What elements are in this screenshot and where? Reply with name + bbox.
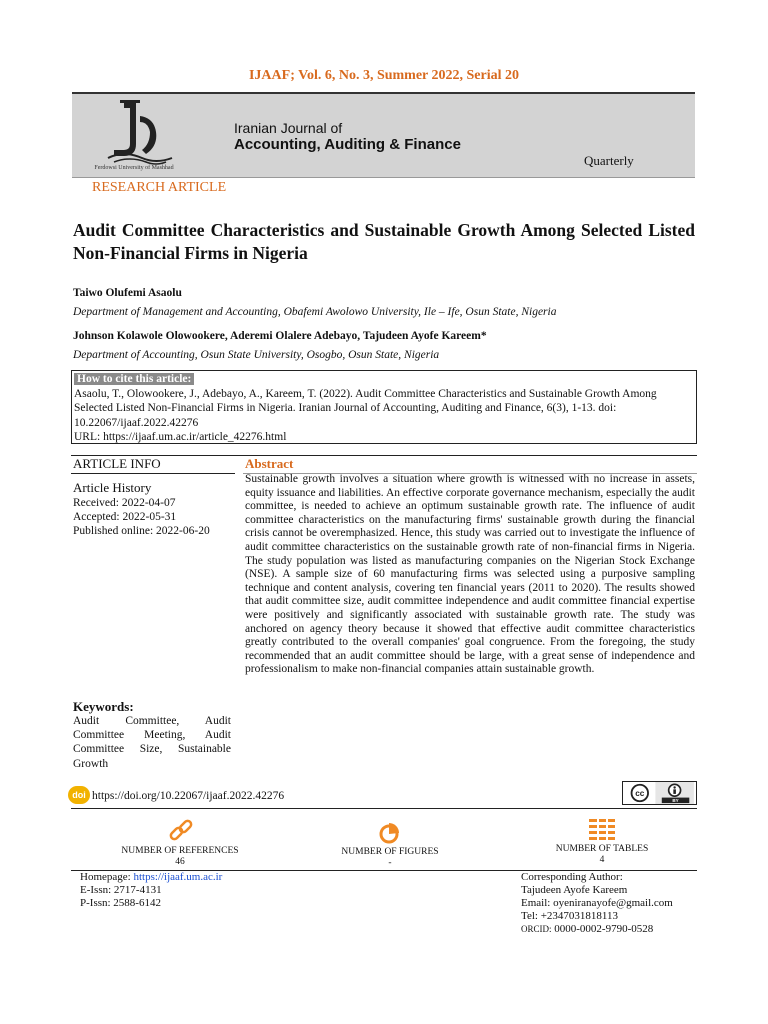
figures-label: NUMBER OF FIGURES [341, 847, 439, 857]
journal-name-line1: Iranian Journal of [234, 120, 343, 136]
abstract-text: Sustainable growth involves a situation where growth is witnessed with no increase in assets, equity issuance and liabilities. An effective corporate governance mechanism, especially the audit committee, is needed to achieve an optimum sustainable growth rate. The influence of audit committee characteristics on the manufacturing firms' sustainable growth during the financial crisis cannot be overemphasized. Hence, this study was carried out to investigate the influence of audit committee characteristics on the sustainable growth rate of non-financial firms in Nigeria. The study population was listed as manufacturing companies on the Nigerian Stock Exchange (NSE). A sample size of 60 manufacturing firms was selected using a purposive sampling technique and content analysis, covering ten financial years (2011 to 2020). The results showed that audit committee size, audit committee independence and audit committee financial expertise were positively and significantly associated with sustainable growth rate. The study was anchored on agency theory because it showed that effective audit committee characteristics greatly contributed to the overall companies' goal congruence. From the foregoing, the study recommended that an audit committee should be large, with a great sense of independence and professionalism to make non-financial companies attain sustainable growth. [245, 473, 695, 676]
affiliation-1: Department of Management and Accounting, Obafemi Awolowo University, Ile – Ife, Osun State, Nigeria [73, 306, 557, 318]
article-type: RESEARCH ARTICLE [92, 180, 227, 195]
license-label: BY [672, 798, 679, 804]
author-line-2: Johnson Kolawole Olowookere, Aderemi Olalere Adebayo, Tajudeen Ayofe Kareem* [73, 330, 487, 342]
keywords-heading: Keywords: [73, 699, 134, 714]
eissn: E-Issn: 2717-4131 [80, 884, 162, 896]
accepted-date: Accepted: 2022-05-31 [73, 511, 177, 523]
homepage-link[interactable]: https://ijaaf.um.ac.ir [133, 871, 223, 883]
university-logo-icon [84, 98, 194, 174]
corresponding-author-email[interactable]: Email: oyeniranayofe@gmail.com [521, 897, 673, 909]
corresponding-author-orcid [521, 923, 653, 935]
journal-issue-line: IJAAF; Vol. 6, No. 3, Summer 2022, Serial 20 [248, 68, 520, 83]
received-date: Received: 2022-04-07 [73, 497, 176, 509]
references-label: NUMBER OF REFERENCES [121, 846, 239, 856]
link-chain-icon [168, 818, 194, 844]
journal-name-line2: Accounting, Auditing & Finance [234, 136, 461, 153]
author-line-1: Taiwo Olufemi Asaolu [73, 287, 182, 299]
orcid-label: ORCID: [521, 924, 552, 934]
stats-divider [71, 808, 697, 809]
pie-chart-icon [378, 822, 400, 844]
table-icon [588, 818, 616, 842]
homepage-label: Homepage: [80, 871, 134, 883]
journal-banner [72, 92, 695, 178]
citation-url[interactable]: URL: https://ijaaf.um.ac.ir/article_42276.html [74, 431, 287, 443]
published-date: Published online: 2022-06-20 [73, 525, 210, 537]
affiliation-2: Department of Accounting, Osun State University, Osogbo, Osun State, Nigeria [73, 349, 440, 361]
abstract-heading: Abstract [245, 456, 294, 471]
doi-link[interactable]: https://doi.org/10.22067/ijaaf.2022.42276 [92, 790, 285, 802]
pissn: P-Issn: 2588-6142 [80, 897, 161, 909]
cc-by-license-icon[interactable] [622, 781, 697, 805]
doi-icon: doi [68, 786, 90, 804]
tables-label: NUMBER OF TABLES [555, 844, 649, 854]
citation-text: Asaolu, T., Olowookere, J., Adebayo, A., Kareem, T. (2022). Audit Committee Characteristics and Sustainable Growth Among Selected Listed Non-Financial Firms in Nigeria. Iranian Journal of Accounting, Auditing and Finance, 6(3), 1-13. doi: 10.22067/ijaaf.2022.42276 [74, 387, 657, 429]
references-count: 46 [175, 857, 185, 867]
tables-count: 4 [599, 855, 605, 865]
article-info-heading: ARTICLE INFO [73, 456, 161, 471]
orcid-value[interactable]: 0000-0002-9790-0528 [551, 923, 654, 935]
article-history-title: Article History [73, 480, 152, 495]
corresponding-author-tel: Tel: +2347031818113 [521, 910, 618, 922]
article-title: Audit Committee Characteristics and Sustainable Growth Among Selected Listed Non-Financial Firms in Nigeria [73, 220, 695, 263]
info-subdivider [71, 473, 235, 474]
homepage-line [80, 871, 222, 883]
corresponding-author-name: Tajudeen Ayofe Kareem [521, 884, 628, 896]
citation-box [71, 370, 697, 444]
logo-caption: Ferdowsi University of Mashhad [94, 165, 174, 171]
info-divider [71, 455, 697, 456]
corresponding-author-label: Corresponding Author: [521, 871, 623, 883]
svg-text:cc: cc [635, 789, 645, 799]
citation-heading: How to cite this article: [74, 373, 194, 385]
publication-frequency: Quarterly [584, 153, 634, 168]
keywords-list: Audit Committee, Audit Committee Meeting, Audit Committee Size, Sustainable Growth [73, 715, 231, 770]
figures-count: - [388, 858, 392, 868]
